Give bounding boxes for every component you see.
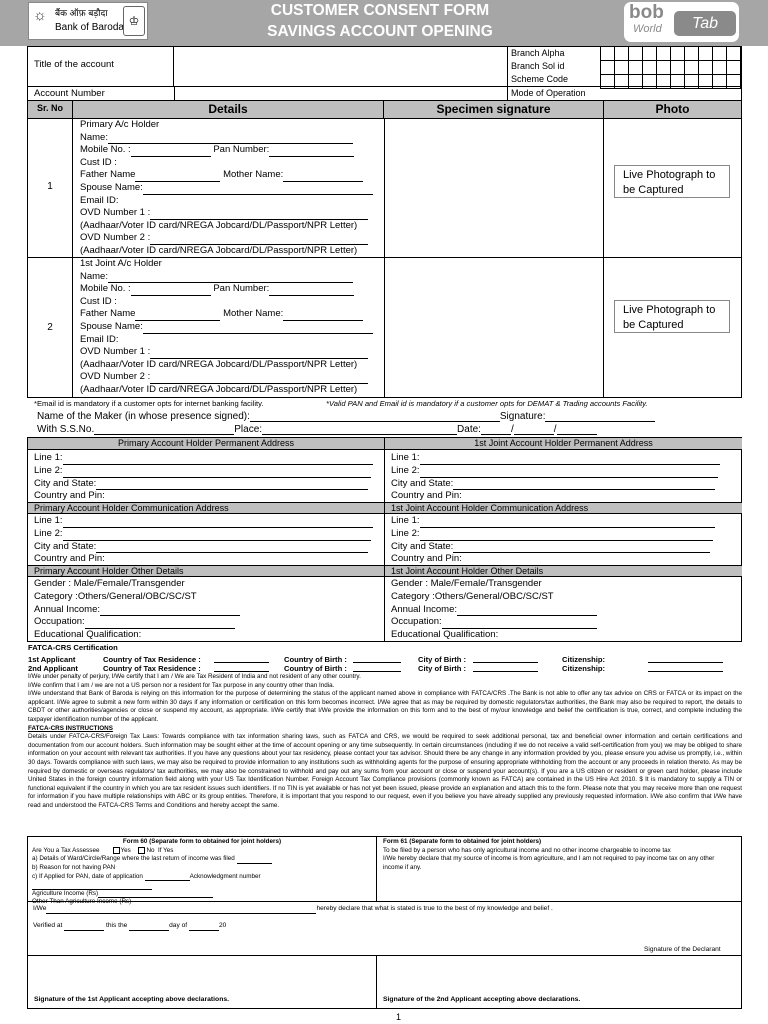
- month-input[interactable]: [189, 930, 219, 931]
- date-month-input[interactable]: [514, 434, 554, 435]
- verified-line: [33, 922, 733, 931]
- declarant-signature-label: Signature of the Declarant: [644, 946, 721, 953]
- declaration-line: [33, 905, 733, 914]
- applicant-2-label: 2nd Applicant: [28, 664, 78, 673]
- field-email-label: Email ID:: [80, 333, 119, 345]
- field-mother-label: Mother Name:: [223, 169, 284, 181]
- country-label: Country and Pin:: [34, 553, 105, 565]
- pan-date-label: c) If Applied for PAN, date of application: [32, 872, 143, 880]
- perm-primary-lines: [34, 452, 379, 503]
- maker-signature-label: Signature:: [499, 411, 546, 422]
- mode-of-operation-label: Mode of Operation: [511, 88, 586, 98]
- line2-label: Line 2:: [391, 527, 420, 539]
- form61-content: [383, 838, 733, 872]
- holder-heading: 1st Joint A/c Holder: [80, 258, 162, 269]
- tax-residence-input[interactable]: [214, 655, 269, 663]
- date-year-input[interactable]: [557, 434, 597, 435]
- mobile-input[interactable]: [131, 156, 211, 157]
- fatca-applicant-rows: [28, 655, 740, 673]
- other-joint-lines: [391, 578, 736, 642]
- bank-logo: [28, 2, 148, 40]
- education-input[interactable]: [141, 641, 231, 642]
- pan-input[interactable]: [269, 295, 354, 296]
- year-label: 20: [218, 922, 227, 929]
- field-pan-label: Pan Number:: [213, 144, 270, 156]
- line1-label: Line 1:: [34, 452, 63, 463]
- mobile-input[interactable]: [131, 295, 211, 296]
- citizenship-input[interactable]: [648, 655, 723, 663]
- account-number-row: [27, 87, 742, 101]
- page-number: 1: [396, 1012, 402, 1022]
- education-label: Educational Qualification:: [391, 629, 499, 641]
- fatca-heading: FATCA-CRS Certification: [28, 643, 118, 652]
- field-cust-id-label: Cust ID :: [80, 295, 117, 307]
- perm-joint-heading: 1st Joint Account Holder Permanent Address: [385, 438, 742, 450]
- birth-city-label: City of Birth :: [418, 655, 467, 664]
- branch-labels: [508, 47, 600, 86]
- line1-label: Line 1:: [391, 515, 420, 526]
- branch-code-grid[interactable]: [600, 46, 741, 89]
- country-label: Country and Pin:: [34, 490, 105, 502]
- col-details: Details: [73, 101, 384, 118]
- bank-logo-mark-icon: ☼: [33, 7, 47, 24]
- field-cust-id-label: Cust ID :: [80, 156, 117, 168]
- bank-name: Bank of Baroda: [55, 22, 124, 33]
- verified-at-label: Verified at: [33, 922, 63, 929]
- declarant-name-input[interactable]: [46, 913, 316, 914]
- country-label: Country and Pin:: [391, 490, 462, 502]
- holder-sr-1: 1: [28, 119, 73, 257]
- account-title-input[interactable]: [174, 47, 508, 86]
- tax-residence-label: Country of Tax Residence :: [103, 655, 201, 664]
- form61-line-2: I/We hereby declare that my source of income is from agriculture, and I am not required to pay income tax on any other income if any.: [383, 855, 715, 871]
- comm-joint-heading: 1st Joint Account Holder Communication Address: [385, 502, 742, 514]
- comm-primary-heading: Primary Account Holder Communication Address: [28, 502, 384, 514]
- declaration-block: [27, 902, 742, 956]
- line1-label: Line 1:: [391, 452, 420, 463]
- holder-block-joint: [27, 258, 742, 398]
- form61-line-1: To be filed by a person who has only agricultural income and no other income chargeable to income tax: [383, 846, 671, 854]
- form61-heading: Form 61 (Separate form to obtained for joint holders): [383, 838, 542, 845]
- place-input[interactable]: [262, 434, 457, 435]
- date-label: Date:: [457, 424, 481, 435]
- category-label: Category :Others/General/OBC/SC/ST: [391, 590, 554, 602]
- field-mobile-label: Mobile No. :: [80, 144, 131, 156]
- perm-joint-lines: [391, 452, 736, 503]
- fatca-instructions-text: Details under FATCA-CRS/Foreign Tax Laws: Towards compliance with tax information sharing laws, such as FATCA and CRS, we would be required to seek additional personal, tax and beneficial owner information and certain certifications and documentation from our account holders. Such information may be sought either at the time of account opening or any time subsequently. In certain circumstances (including if we do not receive a valid self-certification from you) we may be obliged to share information on your account with relevant tax authorities. If you have any questions about your tax residency, please contact your tax advisor. Should there be any change in any information provided by you, please ensure you advise us promptly, i.e., within 30 days. Towards compliance with such laws, we may also be required to provide information to any institutions such as withholding agents for the purpose of ensuring appropriate withholding from the account or any proceeds in relation thereto. As may be required by domestic or overseas regulators/ tax authorities, we may also be constrained to withhold and pay out any sums from your account or close or suspend your account(s). If you are a US citizen or resident or green card holder, please include United States in the foreign country information field along with your US Tax Identification Number. Foreign Account Tax Compliance provisions (commonly known as FATCA) are contained in the US Hire Act 2010. $ It is mandatory to supply a TIN or functional equivalent if the country in which you are tax resident issues such identifiers. If no TIN is yet available or has not yet been issued, please provide an explanation and attach this to the form. Please note that you may receive more than one request for information if you have multiple relationships with ABC or its group entities. Therefore, it is important that you respond to our request, even if you believe you have already supplied any previously requested information. I/We also confirm that I/We have read and understood the FATCA-CRS Terms and Conditions and hereby accept the same.: [28, 733, 742, 809]
- perm-primary-heading: Primary Account Holder Permanent Address: [28, 438, 384, 450]
- city-label: City and State:: [34, 477, 97, 489]
- bank-name-hindi: बैंक ऑफ़ बड़ौदा: [55, 8, 108, 18]
- spouse-input[interactable]: [143, 194, 373, 195]
- gender-label: Gender : Male/Female/Transgender: [34, 578, 185, 589]
- pan-input[interactable]: [269, 156, 354, 157]
- ovd-types-note: (Aadhaar/Voter ID card/NREGA Jobcard/DL/Passport/NPR Letter): [80, 358, 358, 370]
- emblem-icon: ♔: [123, 6, 145, 36]
- ward-details-input[interactable]: [237, 863, 272, 864]
- maker-signature-input[interactable]: [545, 421, 655, 422]
- branch-alpha-label: Branch Alpha: [511, 48, 565, 58]
- live-photo-box-1: Live Photograph to be Captured: [614, 165, 730, 198]
- citizenship-label: Citizenship:: [562, 664, 606, 673]
- agri-income-label: Agriculture Income (Rs): [32, 889, 99, 897]
- line2-label: Line 2:: [34, 527, 63, 539]
- no-label: No: [146, 846, 155, 854]
- ovd-types-note: (Aadhaar/Voter ID card/NREGA Jobcard/DL/Passport/NPR Letter): [80, 244, 358, 256]
- birth-country-label: Country of Birth :: [284, 664, 347, 673]
- fatca-declarations: [28, 673, 742, 811]
- income-label: Annual Income:: [34, 603, 101, 615]
- pan-reason-label: b) Reason for not having PAN: [32, 863, 116, 871]
- tax-assessee-label: Are You a Tax Assessee: [32, 846, 100, 854]
- birth-city-label: City of Birth :: [418, 664, 467, 673]
- applicant-1-label: 1st Applicant: [28, 655, 76, 664]
- birth-country-label: Country of Birth :: [284, 655, 347, 664]
- field-ovd2-label: OVD Number 2 :: [80, 371, 151, 383]
- ack-number-label: Acknowledgment number: [189, 872, 261, 880]
- ovd-types-note: (Aadhaar/Voter ID card/NREGA Jobcard/DL/Passport/NPR Letter): [80, 219, 358, 231]
- branch-sol-label: Branch Sol id: [511, 61, 565, 71]
- ss-row: With S.S.No. Place: Date: / /: [37, 424, 597, 435]
- occupation-label: Occupation:: [34, 616, 85, 628]
- other-primary-lines: [34, 578, 379, 642]
- email-note-text: *Email id is mandatory if a customer opts for internet banking facility.: [34, 399, 264, 408]
- maker-label: Name of the Maker (in whose presence signed):: [37, 411, 250, 422]
- maker-row: [37, 411, 655, 422]
- iwe-label: I/We: [33, 905, 47, 912]
- scheme-code-label: Scheme Code: [511, 74, 569, 84]
- other-joint-heading: 1st Joint Account Holder Other Details: [385, 565, 742, 577]
- ovd-types-note: (Aadhaar/Voter ID card/NREGA Jobcard/DL/Passport/NPR Letter): [80, 383, 358, 395]
- specimen-signature-box-2[interactable]: [384, 258, 604, 397]
- form60-heading: Form 60 (Separate form to obtained for joint holders): [122, 838, 282, 845]
- yes-label: Yes: [120, 846, 131, 854]
- fatca-para-1: I/We under penalty of perjury, I/We certify that I am / We are Tax Resident of India and not resident of any other country.: [28, 673, 361, 680]
- education-label: Educational Qualification:: [34, 629, 142, 641]
- account-title-box: [27, 46, 742, 87]
- field-father-label: Father Name: [80, 308, 136, 320]
- field-mobile-label: Mobile No. :: [80, 283, 131, 295]
- comm-joint-lines: [391, 515, 736, 566]
- city-label: City and State:: [391, 477, 454, 489]
- field-ovd2-label: OVD Number 2 :: [80, 232, 151, 244]
- verified-at-input[interactable]: [64, 930, 104, 931]
- specimen-signature-box-1[interactable]: [384, 119, 604, 257]
- birth-country-input[interactable]: [353, 655, 401, 663]
- pan-note: [326, 399, 648, 408]
- line1-label: Line 1:: [34, 515, 63, 526]
- details-header-row: [27, 101, 742, 119]
- account-number-input[interactable]: [174, 87, 508, 100]
- birth-city-input[interactable]: [473, 655, 538, 663]
- category-label: Category :Others/General/OBC/SC/ST: [34, 590, 197, 602]
- address-block: [27, 437, 742, 642]
- tax-residence-label: Country of Tax Residence :: [103, 664, 201, 673]
- hereby-declare-text: hereby declare that what is stated is true to the best of my knowledge and belief .: [316, 905, 553, 912]
- city-label: City and State:: [34, 540, 97, 552]
- field-ovd1-label: OVD Number 1 :: [80, 346, 151, 358]
- holder-details-2: [80, 258, 380, 397]
- gender-label: Gender : Male/Female/Transgender: [391, 578, 542, 589]
- title-line-2: SAVINGS ACCOUNT OPENING: [267, 23, 493, 40]
- other-primary-heading: Primary Account Holder Other Details: [28, 565, 384, 577]
- field-name-label: Name:: [80, 270, 108, 282]
- fatca-instructions-heading: FATCA-CRS INSTRUCTIONS: [28, 724, 113, 732]
- applicant-1-signature-label: Signature of the 1st Applicant accepting above declarations.: [34, 996, 230, 1003]
- live-photo-box-2: Live Photograph to be Captured: [614, 300, 730, 333]
- city-label: City and State:: [391, 540, 454, 552]
- ward-details-label: a) Details of Ward/Circle/Range where the last return of income was filed: [32, 855, 235, 863]
- field-mother-label: Mother Name:: [223, 308, 284, 320]
- field-father-label: Father Name: [80, 169, 136, 181]
- pan-note-text: *Valid PAN and Email id is mandatory if a customer opts for DEMAT & Trading accounts Facility.: [326, 399, 648, 408]
- ss-no-input[interactable]: [94, 434, 234, 435]
- citizenship-label: Citizenship:: [562, 655, 606, 664]
- line2-label: Line 2:: [34, 464, 63, 476]
- brand-bob: bob: [629, 2, 664, 23]
- if-yes-label: If Yes: [158, 846, 174, 854]
- no-checkbox[interactable]: [138, 847, 145, 854]
- field-pan-label: Pan Number:: [213, 283, 270, 295]
- fatca-para-2: I/We confirm that I am / we are not a US person nor a resident for Tax purpose in any country other than India.: [28, 681, 335, 689]
- country-label: Country and Pin:: [391, 553, 462, 565]
- education-input[interactable]: [498, 641, 593, 642]
- holder-details-1: [80, 119, 380, 258]
- comm-primary-lines: [34, 515, 379, 566]
- col-specimen: Specimen signature: [384, 101, 604, 118]
- brand-world: World: [633, 23, 662, 35]
- bob-world-tab-logo: [624, 2, 739, 42]
- other-income-label: Other Than Agriculture Income (Rs): [32, 898, 132, 906]
- col-sr-no: Sr. No: [28, 101, 73, 118]
- form-60-61-block: [27, 836, 742, 906]
- maker-input[interactable]: [250, 421, 500, 422]
- spouse-input[interactable]: [143, 333, 373, 334]
- date-day-input[interactable]: [481, 434, 511, 435]
- income-label: Annual Income:: [391, 603, 458, 615]
- title-line-1: CUSTOMER CONSENT FORM: [270, 2, 490, 19]
- birth-country-input[interactable]: [353, 664, 401, 672]
- form-title: [210, 0, 550, 42]
- day-of-label: day of: [169, 922, 188, 929]
- holder-sr-2: 2: [28, 258, 73, 397]
- account-number-label: Account Number: [34, 88, 105, 99]
- field-name-label: Name:: [80, 131, 108, 143]
- email-note: [34, 399, 263, 408]
- field-email-label: Email ID:: [80, 194, 119, 206]
- holder-heading: Primary A/c Holder: [80, 119, 160, 130]
- this-the-label: this the: [106, 922, 128, 929]
- col-photo: Photo: [655, 102, 690, 116]
- fatca-para-3: I/We understand that Bank of Baroda is relying on this information for the purpose of determining the status of the applicant named above in compliance with FATCA/CRS .The Bank is not able to offer any tax advice on CRS or FATCA or its impact on the applicant. I/We agree to submit a new form within 30 days if any information or certification on this form becomes incorrect. I/We agree that as may be required by domestic regulators/tax authorities, the Bank may also be required to report, the details to CBDT or other authorities/agencies or close or suspend my account, as appropriate. I/We certify that I/We provide the information on this form and to the best of my/our knowledge and belief the certification is true, correct, and complete including the taxpayer identification number of the applicant.: [28, 690, 742, 723]
- tax-residence-input[interactable]: [214, 664, 269, 672]
- field-spouse-label: Spouse Name:: [80, 320, 143, 332]
- signatures-block: [27, 956, 742, 1009]
- citizenship-input[interactable]: [648, 664, 723, 672]
- field-spouse-label: Spouse Name:: [80, 181, 143, 193]
- field-ovd1-label: OVD Number 1 :: [80, 207, 151, 219]
- brand-tab: Tab: [674, 11, 736, 36]
- place-label: Place:: [234, 424, 263, 435]
- applicant-2-signature-label: Signature of the 2nd Applicant accepting above declarations.: [383, 996, 581, 1003]
- form60-content: [32, 838, 372, 907]
- birth-city-input[interactable]: [473, 664, 538, 672]
- day-input[interactable]: [129, 930, 169, 931]
- line2-label: Line 2:: [391, 464, 420, 476]
- ss-no-label: With S.S.No.: [37, 424, 95, 435]
- account-title-label: Title of the account: [28, 47, 174, 86]
- occupation-label: Occupation:: [391, 616, 442, 628]
- holder-block-primary: [27, 119, 742, 258]
